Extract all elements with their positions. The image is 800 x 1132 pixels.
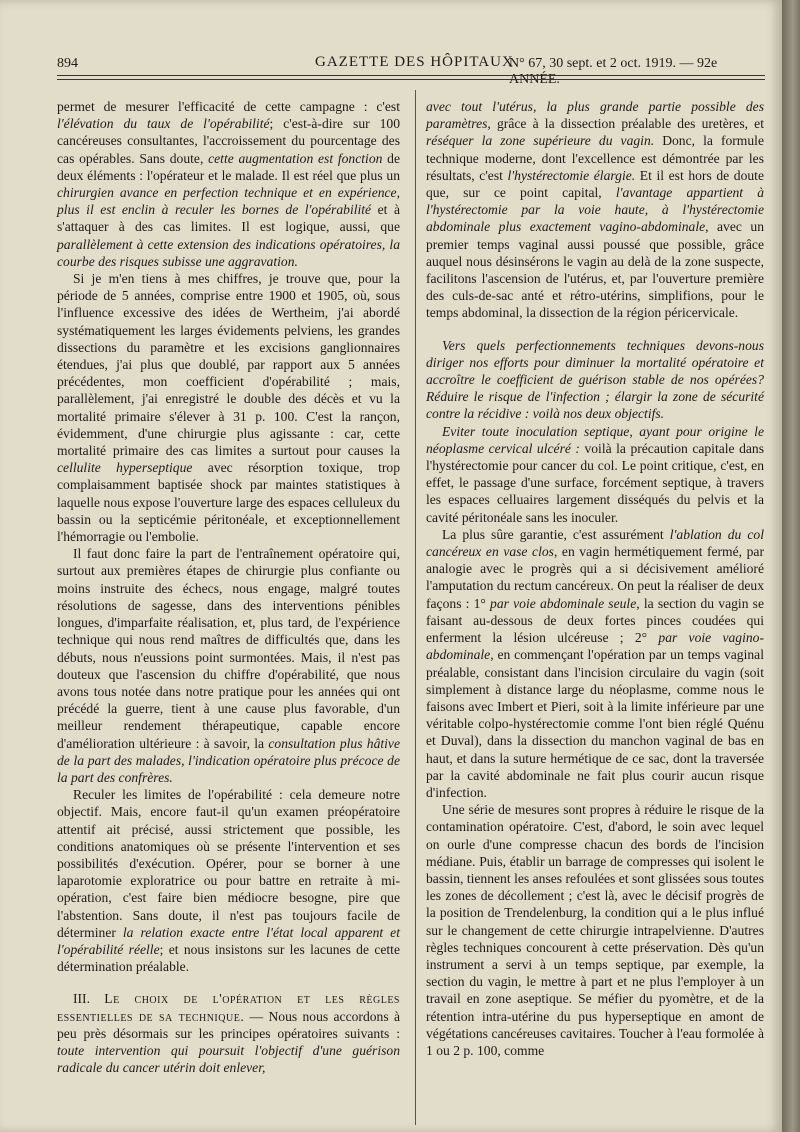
section-heading: Le choix de l'opération et les règles essentielles de sa technique. <box>57 991 400 1024</box>
header-rule-top <box>57 75 765 76</box>
paragraph: Vers quels perfectionnements techniques devons-nous diriger nos efforts pour diminuer la mortalité opératoire et accroître le coefficient de guérison stable de nos opérées? Réduire le risque de l'infection ; élargir la zone de sécurité contre la récidive : voilà nos deux objectifs. <box>426 337 764 422</box>
paragraph: Il faut donc faire la part de l'entraînement opératoire qui, surtout aux premières étapes de chirurgie plus confiante ou moins instruite des échecs, nous engage, malgré toutes résolutions de sagesse, dans des interventions pénibles longues, d'imparfaite réalisation, et, plus tard, de l'expérience technique qui nous rend maîtres de difficultés que, dans les débuts, nous n'eussions point surmontées. Mais, il n'est pas douteux que l'ascension du chiffre d'opérabilité, que nous avons tous notée dans notre pratique pour les années qui ont précédé la guerre, tient à une cause plus favorable, d'un meilleur rendement thérapeutique, capable encore d'amélioration ultérieure : à savoir, la consultation plus hâtive de la part des malades, l'indication opératoire plus précoce de la part des confrères. <box>57 546 400 785</box>
page-number: 894 <box>57 56 78 71</box>
paragraph: avec tout l'utérus, la plus grande partie possible des paramètres, grâce à la dissection préalable des uretères, et réséquer la zone supérieure du vagin. Donc, la formule technique moderne, dont l'excellence est démontrée par les résultats, c'est l'hystérectomie élargie. Et il est hors de doute que, sur ce point capital, l'avantage appartient à l'hystérectomie par la voie haute, à l'hystérectomie abdominale plus exactement vagino-abdominale, avec un premier temps vaginal aussi poussé que possible, grâce auquel nous désinsérons le vagin au delà de la zone suspecte, facilitons l'ascension de l'utérus, et, par l'ouverture première des culs-de-sac anté et rétro-utérins, simplifions, pour le temps abdominal, la dissection de la région péricervicale. <box>426 99 764 321</box>
paragraph: permet de mesurer l'efficacité de cette campagne : c'est l'élévation du taux de l'opérabilité; c'est-à-dire sur 100 cancéreuses consultantes, l'accroissement du pourcentage des cas opérables. Sans doute, cette augmentation est fonction de deux éléments : l'opérateur et le malade. Il est réel que plus un chirurgien avance en perfection technique et en expérience, plus il est enclin à reculer les bornes de l'opérabilité et à s'attaquer à des cas limites. Il est logique, aussi, que parallèlement à cette extension des indications opératoires, la courbe des risques subisse une aggravation. <box>57 99 401 269</box>
paragraph: Si je m'en tiens à mes chiffres, je trouve que, pour la période de 5 années, comprise entre 1900 et 1905, où, sous l'influence excessive des idées de Wertheim, j'ai abordé systématiquement les larges évidements pelviens, les grandes dissections du paramètre et les excisions ganglionnaires étendues, j'ai plus que doublé, par rapport aux 5 années précédentes, mon coefficient d'opérabilité ; mais, parallèlement, j'ai enregistré le double des décès et vu la mortalité primaire s'élever à 31 p. 100. C'est la rançon, évidemment, d'une chirurgie plus agissante : car, cette mortalité primaire des cas limites a surtout pour causes la cellulite hyperseptique avec résorption toxique, trop complaisamment baptisée shock par maintes statistiques à laquelle nous expose l'ouverture large des espaces celluleux du bassin ou la septicémie péritonéale, et exceptionnellement l'hémorragie ou l'embolie. <box>57 271 401 545</box>
paragraph: Eviter toute inoculation septique, ayant pour origine le néoplasme cervical ulcéré : voilà la précaution capitale dans l'hystérectomie pour cancer du col. Le point critique, c'est, en effet, le passage d'une surface, forcément septique, à travers les espaces celluaires largement disséqués du pelvis et la cavité péritonéale sans les inoculer. <box>426 423 765 525</box>
right-column <box>426 98 764 1059</box>
section-heading-paragraph: III. Le choix de l'opération et les règles essentielles de sa technique. — Nous nous accordons à peu près désormais sur les principes opératoires suivants : toute intervention qui poursuit l'objectif d'une guérison radicale du cancer utérin doit enlever, <box>57 991 400 1076</box>
left-column <box>57 98 400 1076</box>
journal-title: GAZETTE DES HÔPITAUX <box>315 54 514 70</box>
page-edge <box>782 0 800 1132</box>
issue-info: N° 67, 30 sept. et 2 oct. 1919. — 92e ANNÉE. <box>509 56 718 87</box>
header-rule-bottom <box>57 79 765 80</box>
paragraph: Une série de mesures sont propres à réduire le risque de la contamination opératoire. C'est, d'abord, le soin avec lequel on ourle d'une compresse chacun des bords de l'incision médiane. Puis, établir un barrage de compresses qui isolent le bassin, tiennent les anses refoulées et sont glissées sous toutes les zones de décollement ; c'est là, avec le décisif progrès de la position de Trendelenburg, la condition qui a le plus influé sur le changement de cette chirurgie intrapelvienne. D'autres règles techniques concourent à cette préservation. Dès qu'un instrument a servi à un temps septique, par exemple, la section du vagin, le mettre à part et ne plus l'employer à un travail en zone aseptique. Se méfier du pyomètre, et de la rétention intra-utérine du pus hyperseptique en amont de végétations cancéreuses cavitaires. Toucher à l'eau formolée à 1 ou 2 p. 100, comme <box>426 802 764 1058</box>
paragraph: La plus sûre garantie, c'est assurément l'ablation du col cancéreux en vase clos, en vagin hermétiquement fermé, par analogie avec le progrès qui a si décisivement amélioré l'amputation du rectum cancéreux. On peut la réaliser de deux façons : 1° par voie abdominale seule, la section du vagin se faisant au-dessous de deux fortes pinces coudées qui enferment la lésion ulcéreuse ; 2° par voie vagino-abdominale, en commençant l'opération par un temps vaginal préalable, consistant dans l'incision circulaire du vagin (soit simplement à distance large du néoplasme, comme nous le faisons avec Imbert et Pieri, soit à la limite inférieure par une véritable colpo-hystérectomie comme l'ont bien réglé Quénu et Duval), dans la dissection du manchon vaginal de bas en haut, et dans la suture hermétique de ce sac, dont la traversée par la cavité abdominale ne fait plus courir aucun risque d'infection. <box>426 526 765 800</box>
column-divider <box>415 90 416 1125</box>
paragraph: Reculer les limites de l'opérabilité : cela demeure notre objectif. Mais, encore faut-il qu'un examen préopératoire attentif ait précisé, aussi strictement que possible, les conditions anatomiques où se présente l'intervention et ses possibilités d'exécution. Opérer, pour se borner à une laparotomie exploratrice ou pour battre en retraite à mi-opération, c'est faire bien médiocre besogne, pire que l'abstention. Sans doute, il n'est pas toujours facile de déterminer la relation exacte entre l'état local apparent et l'opérabilité réelle; et nous insistons sur les lacunes de cette détermination préalable. <box>57 787 400 975</box>
page-header <box>57 54 757 87</box>
